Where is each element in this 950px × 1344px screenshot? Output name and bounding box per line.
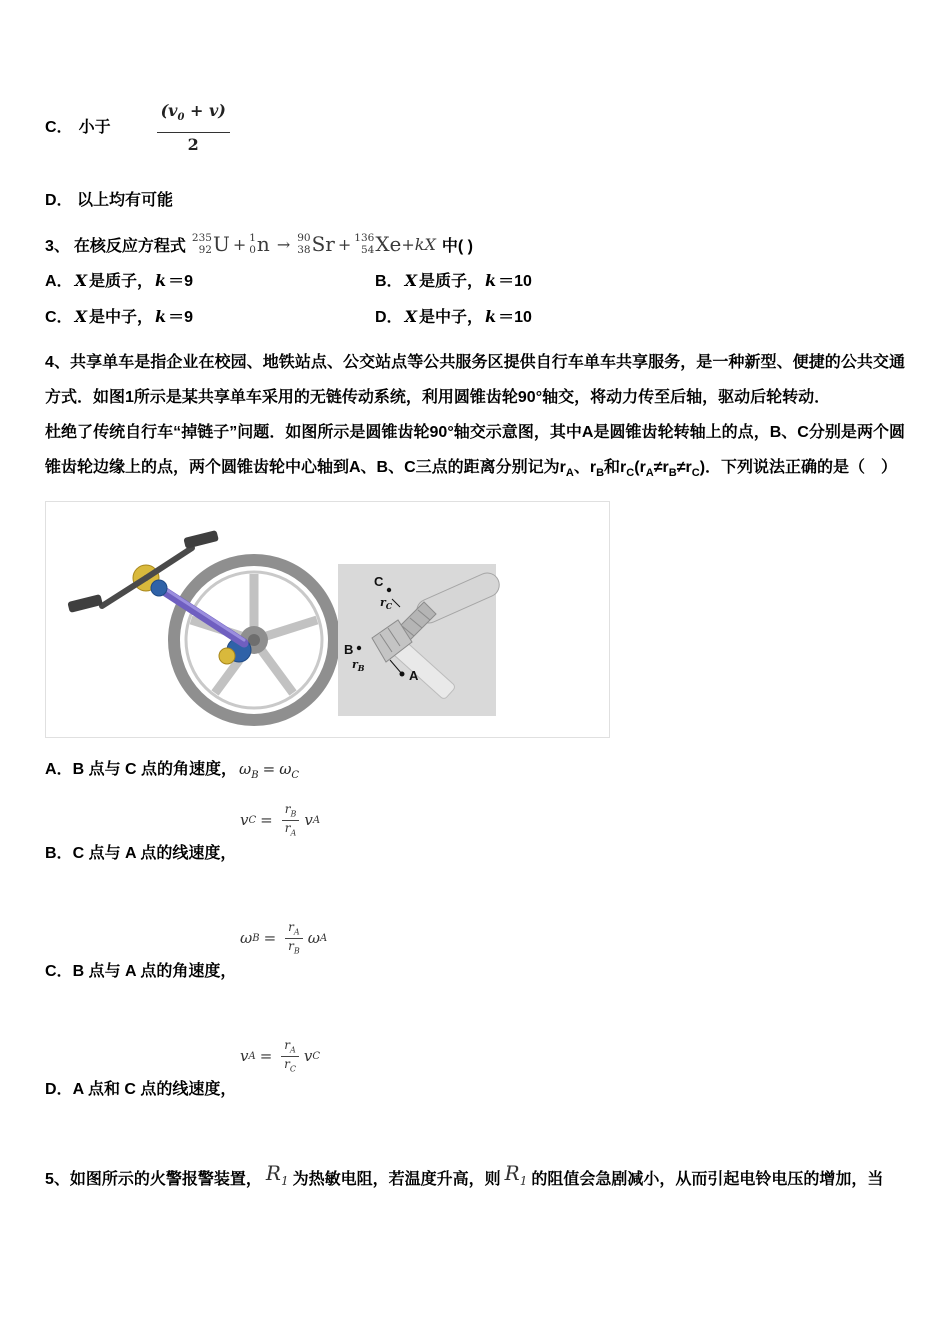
option-d-label: D．: [45, 192, 73, 209]
arrow-icon: →: [276, 234, 291, 254]
question-3-stem: [45, 232, 905, 256]
option-c-label: C．: [45, 119, 73, 136]
gear-diagram-inset: [338, 564, 503, 716]
q3-option-d: D． X 是中子， k ＝10: [375, 307, 532, 327]
option-d-text: 以上均有可能: [77, 192, 174, 209]
formula-vc-equals-rb-over-ra-va: v C = $\frac{r_B}{r_A}$ v A: [240, 802, 321, 838]
q5-text-3: 的阻值会急剧减小，从而引起电铃电压的增加，当: [531, 1171, 884, 1189]
q4-option-a: A．B 点与 C 点的角速度， $\omega_B = \omega_C$: [45, 760, 300, 782]
q4-figure: [45, 501, 610, 738]
omega-equation: $\omega_B = \omega_C$: [239, 760, 300, 782]
resistor-r1-symbol: $R_1$: [504, 1161, 528, 1189]
question-5-stem: [45, 1163, 905, 1197]
fraction-numerator: $(v_0 + v)$: [157, 100, 230, 132]
label-a: A: [409, 668, 419, 684]
option-c-prev: [45, 102, 905, 154]
drive-shaft-illustration: [133, 565, 251, 664]
q4-paragraph-1: 4、共享单车是指企业在校园、地铁站点、公交站点等公共服务区提供自行车单车共享服务，是一种新型、便捷的公共交通方式．如图1所示是某共享单车采用的无链传动系统，利用圆锥齿轮90°轴交，将动力传至后轴，驱动后轮转动．: [45, 354, 905, 407]
fraction-v0-plus-v-over-2: [157, 100, 230, 155]
question-3-suffix: 中( ): [441, 237, 473, 255]
question-3-text: 在核反应方程式: [73, 237, 186, 255]
option-d-prev: [45, 190, 905, 212]
nuclide-strontium: 90 38 Sr: [297, 232, 335, 257]
bicycle-drivetrain-illustration: [46, 502, 609, 737]
option-c-text: 小于: [78, 119, 111, 136]
q3-option-a: A． X 是质子， k ＝9: [45, 271, 193, 291]
nuclear-equation: [192, 232, 436, 256]
q5-text-1: 5、如图所示的火警报警装置，: [45, 1171, 262, 1189]
formula-va-equals-ra-over-rc-vc: v A = $\frac{r_A}{r_C}$ v C: [240, 1038, 320, 1074]
nuclide-uranium: 235 92 U: [191, 232, 230, 257]
label-rb: $r_B$: [352, 658, 365, 674]
wheel-illustration: [174, 560, 334, 720]
label-c: C: [374, 574, 384, 590]
point-b-dot: [357, 646, 361, 650]
label-rc: $r_C$: [380, 596, 393, 612]
plus-sign: +: [232, 234, 247, 254]
equation-tail: +kX: [401, 234, 436, 254]
nuclide-xenon: 136 54 Xe: [354, 232, 402, 257]
question-3-number: 3、: [45, 237, 70, 255]
q4-option-d: D．A 点和 C 点的线速度，: [45, 1081, 237, 1099]
label-b: B: [344, 642, 354, 658]
q4-option-b: B．C 点与 A 点的线速度，: [45, 845, 237, 863]
resistor-r1-symbol: $R_1$: [265, 1161, 289, 1189]
q4-paragraph-2: 杜绝了传统自行车“掉链子”问题．如图所示是圆锥齿轮90°轴交示意图，其中A是圆锥齿轮转轴上的点，B、C分别是两个圆锥齿轮边缘上的点，两个圆锥齿轮中心轴到A、B、C三点的距离分别记为$r_A$、$r_B$和$r_C(r_A\ne r_B\ne r_C)$．下列说法正确的是（ ）: [45, 424, 905, 480]
formula-omegab-equals-ra-over-rb-omegaa: ω B = $\frac{r_A}{r_B}$ ω A: [240, 920, 328, 956]
point-c-dot: [387, 588, 391, 592]
q3-option-b: B． X 是质子， k ＝10: [375, 271, 532, 291]
q4-option-c: C．B 点与 A 点的角速度，: [45, 963, 237, 981]
fraction-denominator: 2: [187, 134, 199, 154]
question-3-options: [45, 270, 905, 329]
q3-option-c: C． X 是中子， k ＝9: [45, 307, 193, 327]
q5-text-2: 为热敏电阻，若温度升高，则: [292, 1171, 501, 1189]
nuclide-neutron: 1 0 n: [249, 232, 270, 257]
plus-sign: +: [337, 234, 352, 254]
